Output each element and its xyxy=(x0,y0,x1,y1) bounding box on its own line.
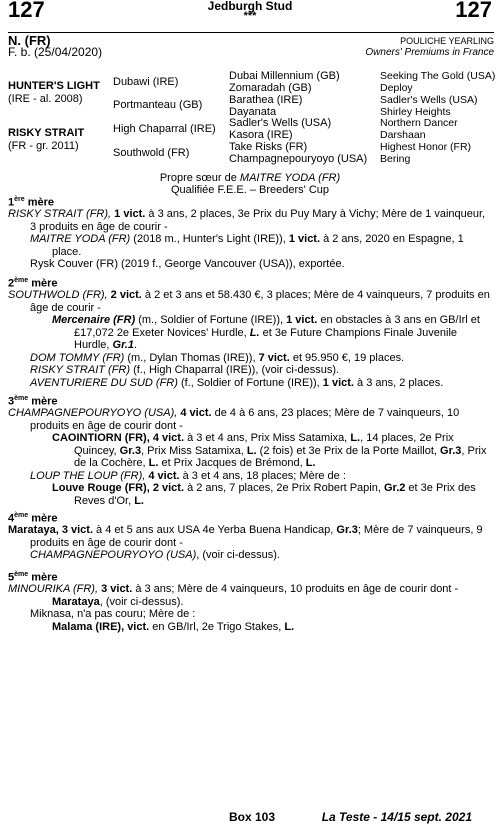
gen4-0: Seeking The Gold (USA) xyxy=(380,70,496,82)
header-divider xyxy=(8,32,494,33)
dam3-produce-1: CAOINTIORN (FR), 4 vict. à 3 et 4 ans, Prix Miss Satamixa, L., 14 places, 2e Prix Quincey, Gr.3, Prix Miss Satamixa, L. (2 fois) et 3e Prix de la Porte Maillot, Gr.3, Prix de la Cochère, L. et Prix Jacques de Brémond, L. xyxy=(52,432,487,469)
gen4-3: Shirley Heights xyxy=(380,106,451,118)
dam2-section xyxy=(8,289,494,389)
gen2-0: Dubawi (IRE) xyxy=(113,76,179,88)
gen3-3: Dayanata xyxy=(229,106,277,118)
lot-number-left: 127 xyxy=(8,0,45,22)
dam2-record: SOUTHWOLD (FR), 2 vict. à 2 et 3 ans et 58.430 €, 3 places; Mère de 4 vainqueurs, 7 produits en âge de courir - xyxy=(8,289,490,314)
horse-description: F. b. (25/04/2020) xyxy=(8,45,103,59)
dam5-record: MINOURIKA (FR), 3 vict. à 3 ans; Mère de 4 vainqueurs, 10 produits en âge de courir dont - xyxy=(8,583,459,595)
box-number: Box 103 xyxy=(229,810,276,824)
dam3-heading: 3ème mère xyxy=(8,395,58,408)
sire-origin: (IRE - al. 2008) xyxy=(8,93,83,105)
stud-stars: *** xyxy=(243,10,257,22)
dam5-heading: 5ème mère xyxy=(8,571,58,584)
sex-class: POULICHE YEARLING xyxy=(400,36,494,46)
dam1-heading: 1ère mère xyxy=(8,196,54,209)
qualification-note: Qualifiée F.E.E. – Breeders' Cup xyxy=(170,184,329,196)
sibling-note: Propre sœur de MAITRE YODA (FR) xyxy=(159,172,341,184)
dam1-record: RISKY STRAIT (FR), 1 vict. à 3 ans, 2 places, 3e Prix du Puy Mary à Vichy; Mère de 1 vainqueur, 3 produits en âge de courir - xyxy=(8,208,486,233)
dam3-produce-2: LOUP THE LOUP (FR), 4 vict. à 3 et 4 ans, 18 places; Mère de : xyxy=(30,469,346,482)
horse-name: N. (FR) xyxy=(8,33,51,48)
gen4-7: Bering xyxy=(380,153,411,165)
gen4-2: Sadler's Wells (USA) xyxy=(380,94,478,106)
dam-origin: (FR - gr. 2011) xyxy=(8,140,79,152)
gen3-7: Champagnepouryoyo (USA) xyxy=(229,153,368,165)
sire-name: HUNTER'S LIGHT xyxy=(8,80,100,92)
dam-name: RISKY STRAIT xyxy=(8,127,85,139)
gen2-2: High Chaparral (IRE) xyxy=(113,123,216,135)
dam3-produce-2-foal: Louve Rouge (FR), 2 vict. à 2 ans, 7 places, 2e Prix Robert Papin, Gr.2 et 3e Prix des Reves d'Or, L. xyxy=(52,482,476,507)
sale-info: La Teste - 14/15 sept. 2021 xyxy=(321,810,472,824)
dam2-produce-4: AVENTURIERE DU SUD (FR) (f., Soldier of Fortune (IRE)), 1 vict. à 3 ans, 2 places. xyxy=(30,376,444,389)
dam5-produce-1: Marataya, (voir ci-dessus). xyxy=(52,595,184,608)
gen3-0: Dubai Millennium (GB) xyxy=(229,70,340,82)
dam2-produce-2: DOM TOMMY (FR) (m., Dylan Thomas (IRE)), 7 vict. et 95.950 €, 19 places. xyxy=(30,351,405,364)
gen4-4: Northern Dancer xyxy=(380,117,458,129)
dam1-section xyxy=(8,208,494,271)
gen3-4: Sadler's Wells (USA) xyxy=(229,117,332,129)
dam3-section xyxy=(8,407,494,507)
gen3-6: Take Risks (FR) xyxy=(229,141,308,153)
dam5-produce-2: Miknasa, n'a pas couru; Mère de : xyxy=(30,608,196,620)
dam2-heading: 2ème mère xyxy=(8,277,58,290)
gen3-2: Barathea (IRE) xyxy=(229,94,303,106)
gen2-1: Portmanteau (GB) xyxy=(113,99,203,111)
dam1-produce-2: Rysk Couver (FR) (2019 f., George Vancouver (USA)), exportée. xyxy=(30,258,345,270)
dam4-heading: 4ème mère xyxy=(8,512,58,525)
dam5-section xyxy=(8,583,494,633)
dam4-produce-1: CHAMPAGNEPOURYOYO (USA), (voir ci-dessus). xyxy=(30,549,280,561)
stud-name: Jedburgh Stud xyxy=(207,0,293,13)
dam2-produce-3: RISKY STRAIT (FR) (f., High Chaparral (IRE)), (voir ci-dessus). xyxy=(30,364,340,376)
gen2-3: Southwold (FR) xyxy=(113,147,190,159)
gen3-5: Kasora (IRE) xyxy=(229,129,293,141)
dam5-produce-2-foal: Malama (IRE), vict. en GB/Irl, 2e Trigo Stakes, L. xyxy=(52,620,295,633)
dam2-produce-1: Mercenaire (FR) (m., Soldier of Fortune (IRE)), 1 vict. en obstacles à 3 ans en GB/Irl et £17,072 2e Exeter Novices' Hurdle, L. et 3e Future Champions Finale Juvenile Hurdle, Gr.1. xyxy=(52,314,480,351)
gen4-1: Deploy xyxy=(380,82,413,94)
gen3-1: Zomaradah (GB) xyxy=(229,82,312,94)
dam3-record: CHAMPAGNEPOURYOYO (USA), 4 vict. de 4 à 6 ans, 23 places; Mère de 7 vainqueurs, 10 produits en âge de courir dont - xyxy=(8,407,460,432)
dam1-produce-1: MAITRE YODA (FR) (2018 m., Hunter's Light (IRE)), 1 vict. à 2 ans, 2020 en Espagne, 1 place. xyxy=(30,233,464,258)
gen4-5: Darshaan xyxy=(380,129,426,141)
dam4-record: Marataya, 3 vict. à 4 et 5 ans aux USA 4e Yerba Buena Handicap, Gr.3; Mère de 7 vainqueurs, 9 produits en âge de courir dont - xyxy=(8,524,483,549)
lot-number-right: 127 xyxy=(455,0,492,22)
dam4-section xyxy=(8,524,494,562)
gen4-6: Highest Honor (FR) xyxy=(380,141,472,153)
premiums: Owners' Premiums in France xyxy=(365,47,494,58)
